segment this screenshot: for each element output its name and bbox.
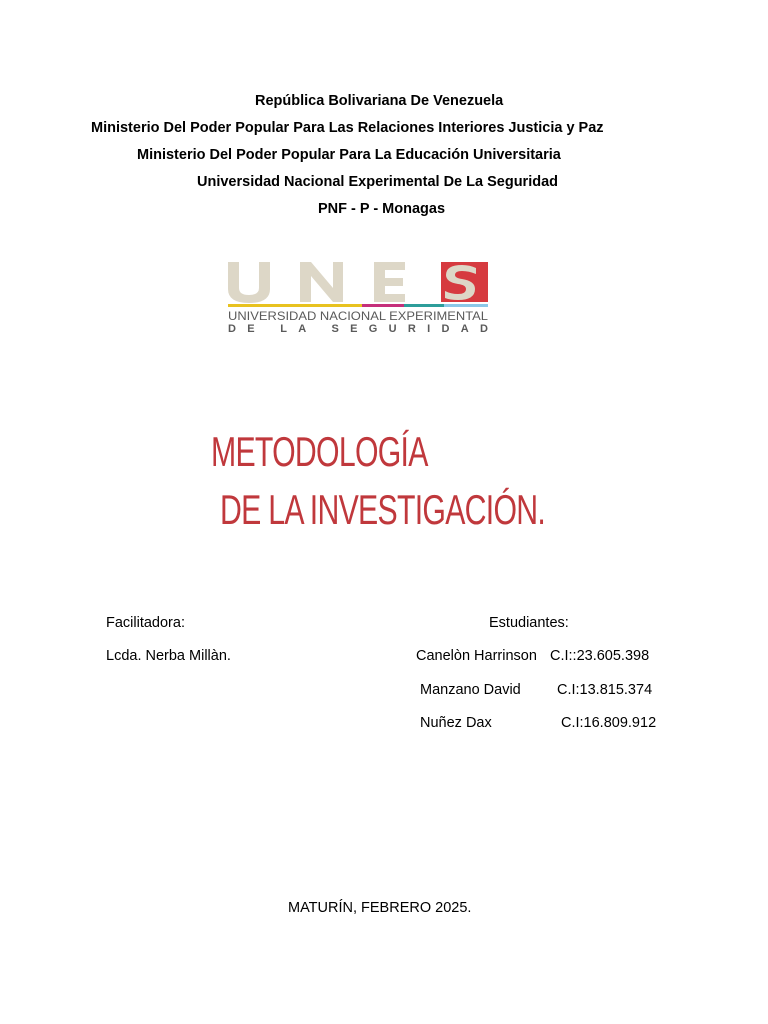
logo-wordmark [228,262,488,303]
students-label: Estudiantes: [489,615,569,631]
header-program: PNF - P - Monagas [318,201,446,217]
logo-color-bar [228,304,488,307]
header-ministry-interior: Ministerio Del Poder Popular Para Las Relaciones Interiores Justicia y Paz [91,120,604,136]
place-and-date: MATURÍN, FEBRERO 2025. [288,900,472,916]
student-name: Nuñez Dax [420,715,492,731]
unes-logo [226,260,490,336]
header-university: Universidad Nacional Experimental De La Seguridad [197,174,558,190]
document-title-line1: METODOLOGÍA [211,428,428,475]
header-ministry-education: Ministerio Del Poder Popular Para La Educación Universitaria [137,147,561,163]
header-country: República Bolivariana De Venezuela [255,93,504,109]
student-id: C.I::23.605.398 [550,648,650,664]
student-id: C.I:16.809.912 [561,715,657,731]
student-name: Canelòn Harrinson [416,648,537,664]
facilitator-name: Lcda. Nerba Millàn. [106,648,231,664]
logo-subtitle-line2: DE LA SEGURIDAD [228,323,488,335]
logo-subtitle-line1: UNIVERSIDAD NACIONAL EXPERIMENTAL [228,311,489,323]
document-title-line2: DE LA INVESTIGACIÓN. [220,486,546,533]
student-name: Manzano David [420,682,521,698]
facilitator-label: Facilitadora: [106,615,185,631]
student-id: C.I:13.815.374 [557,682,653,698]
